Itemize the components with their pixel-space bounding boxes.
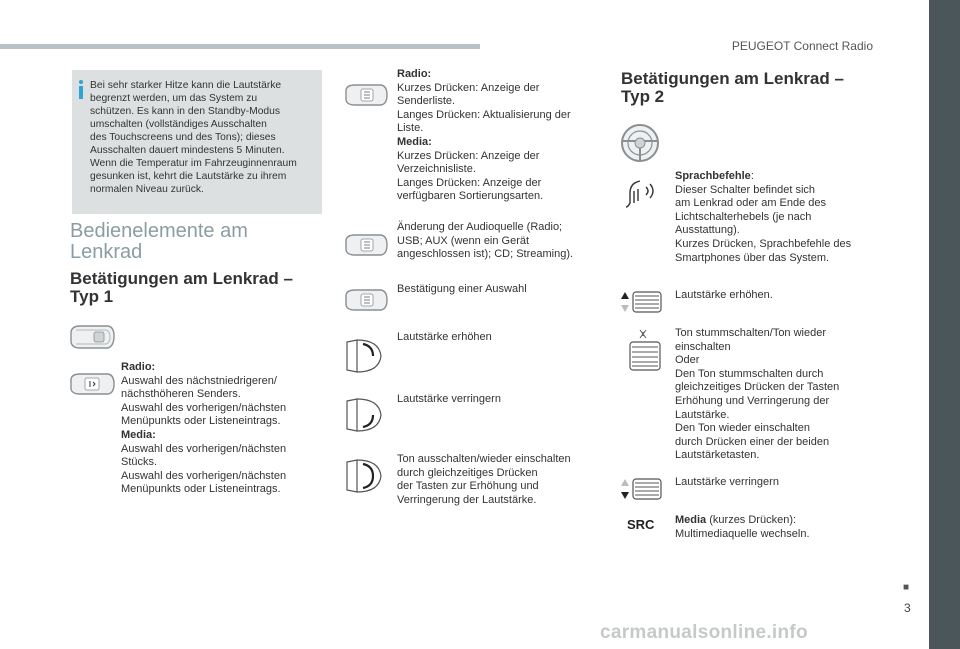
page-number: 3 bbox=[904, 601, 911, 615]
volume-down-button-icon bbox=[343, 395, 385, 435]
steering-wheel-icon bbox=[619, 123, 661, 163]
watermark: carmanualsonline.info bbox=[600, 622, 808, 643]
stalk-end-rotary-icon bbox=[68, 371, 116, 397]
voice-command-icon bbox=[622, 177, 660, 209]
end-marker: ■ bbox=[903, 582, 910, 593]
page-edge-bar bbox=[929, 0, 960, 649]
type1-confirm-description: Bestätigung einer Auswahl bbox=[397, 283, 527, 295]
mute-button-icon bbox=[343, 456, 385, 496]
running-header: PEUGEOT Connect Radio bbox=[731, 39, 873, 53]
volume-up-wheel-icon bbox=[619, 290, 663, 314]
type1-mute-description: Ton ausschalten/wieder einschalten durch gleichzeitiges Drücken der Tasten zur Erhöhung und Verringerung der Lautstärke. bbox=[397, 453, 571, 506]
mute-wheel-icon bbox=[626, 328, 662, 372]
type1-rotary-description: Radio: Auswahl des nächstniedrigeren/ nächsthöheren Senders. Auswahl des vorherigen/nächsten Menüpunkts oder Listeneintrags. Media: Auswahl des vorherigen/nächsten Stücks. Auswahl des vorherigen/nächsten Menüpunkts oder Listeneintrags. bbox=[121, 361, 287, 496]
heading-type-2: Betätigungen am Lenkrad – Typ 2 bbox=[621, 69, 844, 106]
stalk-end-button-icon-2 bbox=[343, 232, 389, 258]
stalk-end-button-icon-1 bbox=[343, 82, 389, 108]
heading-type-1: Betätigungen am Lenkrad – Typ 1 bbox=[70, 269, 293, 306]
type2-volume-up-description: Lautstärke erhöhen. bbox=[675, 289, 773, 301]
steering-control-stalk-icon bbox=[68, 322, 116, 352]
stalk-end-button-icon-3 bbox=[343, 287, 389, 313]
volume-down-wheel-icon bbox=[619, 477, 663, 501]
type2-volume-down-description: Lautstärke verringern bbox=[675, 476, 779, 488]
src-button-icon: SRC bbox=[627, 517, 655, 532]
type1-volume-down-description: Lautstärke verringern bbox=[397, 393, 501, 405]
info-note-text: Bei sehr starker Hitze kann die Lautstärke begrenzt werden, um das System zu schützen. Es kann in den Standby-Modus umschalten (vollständiges Ausschalten des Touchscreens und des Tons); dieses Ausschalten dauert mindestens 5 Minuten. Wenn die Temperatur im Fahrzeuginnenraum gesunken ist, kehrt die Lautstärke zu ihrem normalen Niveau zurück. bbox=[90, 80, 297, 195]
type2-voice-description: Sprachbefehle: Dieser Schalter befindet sich am Lenkrad oder am Ende des Lichtschalterhebels (je nach Ausstattung). Kurzes Drücken, Sprachbefehle des Smartphones über das System. bbox=[675, 170, 852, 264]
volume-up-button-icon bbox=[343, 336, 385, 376]
section-title: Bedienelemente am Lenkrad bbox=[70, 220, 248, 263]
info-icon bbox=[78, 80, 84, 100]
type2-src-description: Media (kurzes Drücken): Multimediaquelle wechseln. bbox=[675, 514, 810, 540]
type2-mute-description: Ton stummschalten/Ton wieder einschalten Oder Den Ton stummschalten durch gleichzeitiges Drücken der Tasten Erhöhung und Verringerung der Lautstärke. Den Ton wieder einschalten durch Drücken einer der beiden Lautstärketasten. bbox=[675, 327, 840, 462]
type1-source-description: Änderung der Audioquelle (Radio; USB; AUX (wenn ein Gerät angeschlossen ist); CD; Streaming). bbox=[397, 221, 574, 261]
type1-list-description: Radio: Kurzes Drücken: Anzeige der Senderliste. Langes Drücken: Aktualisierung der Liste. Media: Kurzes Drücken: Anzeige der Verzeichnisliste. Langes Drücken: Anzeige der verfügbaren Sortierungsarten. bbox=[397, 68, 571, 203]
info-note bbox=[72, 70, 322, 214]
top-rule bbox=[0, 44, 480, 49]
type1-volume-up-description: Lautstärke erhöhen bbox=[397, 331, 492, 343]
